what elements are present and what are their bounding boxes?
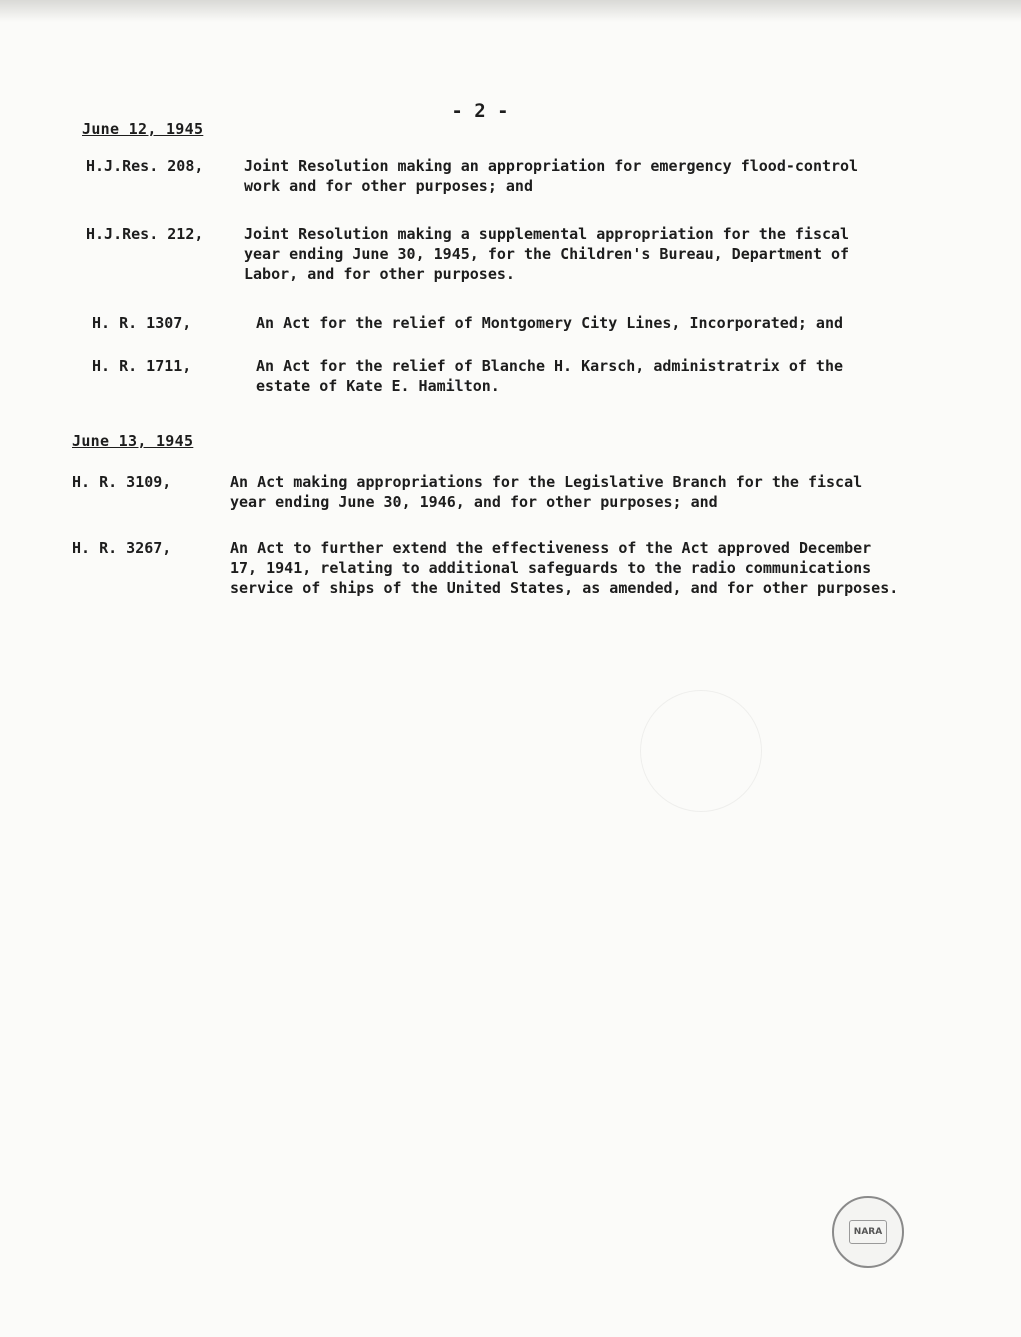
bleed-through-stamp [640, 690, 762, 812]
bill-description: An Act for the relief of Blanche H. Karsch, administratrix of the estate of Kate E. Hamilton. [256, 357, 843, 395]
bill-description: An Act making appropriations for the Legislative Branch for the fiscal year ending June 30, 1946, and for other purposes; and [230, 473, 863, 511]
archive-seal-icon [832, 1196, 904, 1268]
bill-number: H. R. 1711, [92, 357, 192, 375]
section-date-june-12: June 12, 1945 [82, 120, 204, 138]
section-date-june-13: June 13, 1945 [72, 432, 194, 450]
bill-number: H.J.Res. 208, [86, 157, 204, 175]
seal-center-mark: NARA [849, 1220, 887, 1244]
bill-description: Joint Resolution making a supplemental appropriation for the fiscal year ending June 30, 1945, for the Children's Bureau, Department of Labor, and for other purposes. [244, 225, 850, 283]
entry-hr-1711 [92, 356, 992, 400]
bill-description: Joint Resolution making an appropriation for emergency flood-control work and for other purposes; and [244, 157, 859, 195]
page-number: - 2 - [451, 100, 509, 122]
bill-number: H. R. 3267, [72, 539, 172, 557]
entry-hr-3109 [72, 472, 1012, 516]
entry-hr-3267 [72, 538, 1012, 602]
entry-hjres-208 [86, 156, 986, 200]
scan-edge [0, 0, 1021, 22]
bill-number: H. R. 1307, [92, 314, 192, 332]
bill-number: H.J.Res. 212, [86, 225, 204, 243]
bill-description: An Act for the relief of Montgomery City Lines, Incorporated; and [256, 314, 843, 332]
bill-description: An Act to further extend the effectiveness of the Act approved December 17, 1941, relating to additional safeguards to the radio communications service of ships of the United States, as amended, and for other purposes. [230, 539, 899, 597]
bill-number: H. R. 3109, [72, 473, 172, 491]
entry-hjres-212 [86, 224, 986, 288]
entry-hr-1307 [92, 313, 992, 337]
